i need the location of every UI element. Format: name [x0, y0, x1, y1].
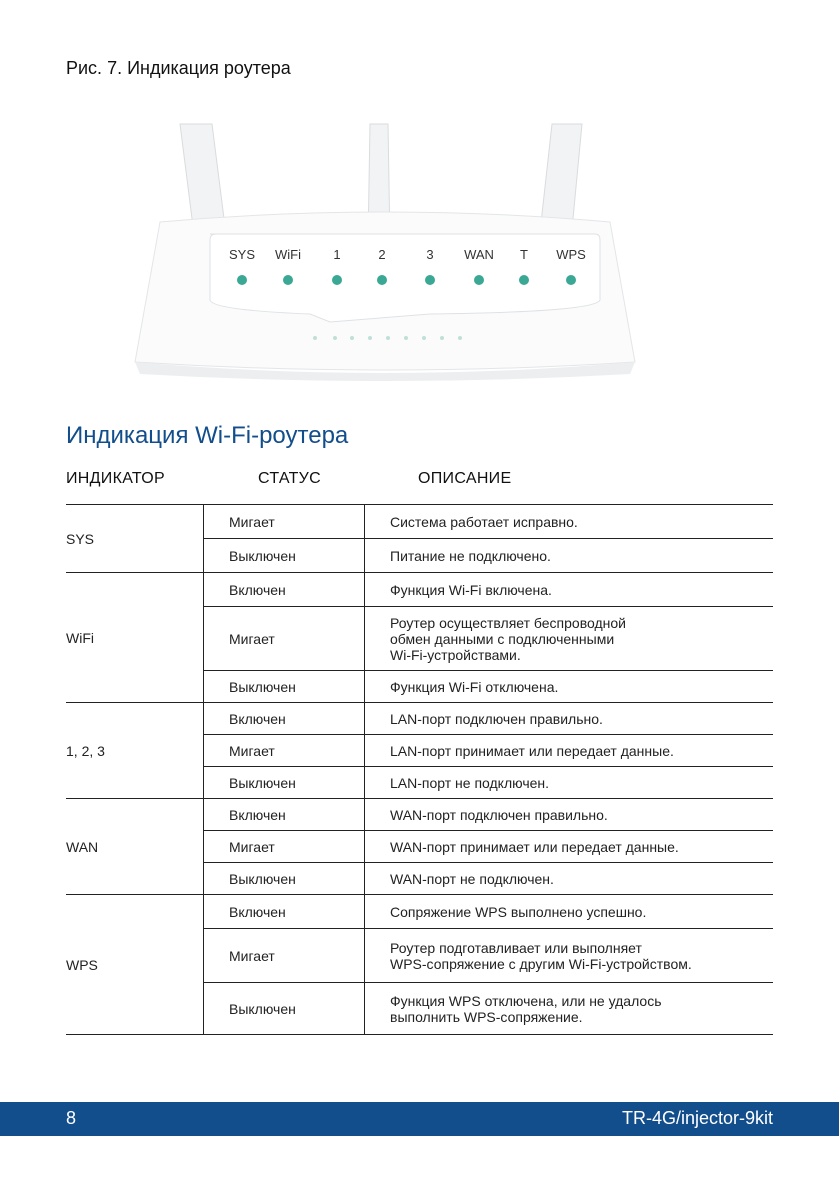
led-dot — [474, 275, 484, 285]
status-cell: Включен — [229, 903, 286, 920]
section-title: Индикация Wi-Fi-роутера — [66, 422, 349, 449]
status-cell: Мигает — [229, 838, 275, 855]
description-cell: LAN-порт не подключен. — [364, 767, 773, 798]
led-dot — [332, 275, 342, 285]
table-row — [204, 830, 773, 862]
description-cell: LAN-порт принимает или передает данные. — [364, 735, 773, 766]
table-row — [204, 703, 773, 734]
led-label: 2 — [378, 247, 386, 262]
router-image — [130, 122, 640, 384]
page-number: 8 — [66, 1108, 77, 1128]
led-dot — [283, 275, 293, 285]
description-cell: Роутер осуществляет беспроводной обмен данными с подключенными Wi-Fi-устройствами. — [364, 607, 773, 670]
led-label: T — [520, 247, 528, 262]
status-cell: Мигает — [229, 513, 275, 530]
description-cell: Функция WPS отключена, или не удалось выполнить WPS-сопряжение. — [364, 983, 773, 1034]
led-label: WAN — [464, 247, 494, 262]
led-label: WiFi — [275, 247, 301, 262]
description-cell: Питание не подключено. — [364, 539, 773, 572]
indicator-label: WPS — [66, 956, 98, 973]
table-row — [204, 766, 773, 798]
status-cell: Выключен — [229, 870, 296, 887]
description-cell: LAN-порт подключен правильно. — [364, 703, 773, 734]
description-cell: Сопряжение WPS выполнено успешно. — [364, 895, 773, 928]
led-label: WPS — [556, 247, 586, 262]
status-cell: Выключен — [229, 1000, 296, 1017]
status-cell: Выключен — [229, 774, 296, 791]
status-cell: Мигает — [229, 947, 275, 964]
led-label: SYS — [228, 247, 256, 262]
table-row — [204, 606, 773, 670]
indicator-table — [66, 504, 773, 1035]
led-label: 3 — [426, 247, 434, 262]
status-cell: Мигает — [229, 742, 275, 759]
table-group — [66, 702, 773, 798]
indicator-label: WAN — [66, 838, 99, 855]
description-cell: WAN-порт подключен правильно. — [364, 799, 773, 830]
description-cell: Функция Wi-Fi отключена. — [364, 671, 773, 702]
table-row — [204, 573, 773, 606]
indicator-label: WiFi — [66, 629, 94, 646]
led-dot — [519, 275, 529, 285]
footer-bar — [0, 1102, 839, 1136]
table-row — [204, 895, 773, 928]
status-cell: Выключен — [229, 547, 296, 564]
table-row — [204, 862, 773, 894]
indicator-label: 1, 2, 3 — [66, 742, 105, 759]
led-dot — [425, 275, 435, 285]
column-header-status: СТАТУС — [258, 470, 321, 487]
table-row — [204, 982, 773, 1034]
column-header-description: ОПИСАНИЕ — [418, 470, 512, 487]
description-cell: Функция Wi-Fi включена. — [364, 573, 773, 606]
led-dot — [377, 275, 387, 285]
indicator-label: SYS — [66, 530, 95, 547]
table-group — [66, 798, 773, 894]
description-cell: WAN-порт принимает или передает данные. — [364, 831, 773, 862]
status-cell: Выключен — [229, 678, 296, 695]
model-name: TR-4G/injector-9kit — [621, 1108, 773, 1128]
table-row — [204, 505, 773, 538]
table-group — [66, 894, 773, 1035]
table-row — [204, 734, 773, 766]
status-cell: Включен — [229, 710, 286, 727]
table-row — [204, 928, 773, 982]
description-cell: Роутер подготавливает или выполняет WPS-сопряжение с другим Wi-Fi-устройством. — [364, 929, 773, 982]
figure-caption: Рис. 7. Индикация роутера — [66, 58, 291, 78]
table-group — [66, 572, 773, 702]
led-dot — [237, 275, 247, 285]
status-cell: Мигает — [229, 630, 275, 647]
table-row — [204, 799, 773, 830]
led-dot — [566, 275, 576, 285]
column-header-indicator: ИНДИКАТОР — [66, 470, 166, 487]
table-row — [204, 670, 773, 702]
table-group — [66, 504, 773, 572]
status-cell: Включен — [229, 581, 286, 598]
status-cell: Включен — [229, 806, 286, 823]
table-row — [204, 538, 773, 572]
description-cell: WAN-порт не подключен. — [364, 863, 773, 894]
description-cell: Система работает исправно. — [364, 505, 773, 538]
led-label: 1 — [333, 247, 341, 262]
